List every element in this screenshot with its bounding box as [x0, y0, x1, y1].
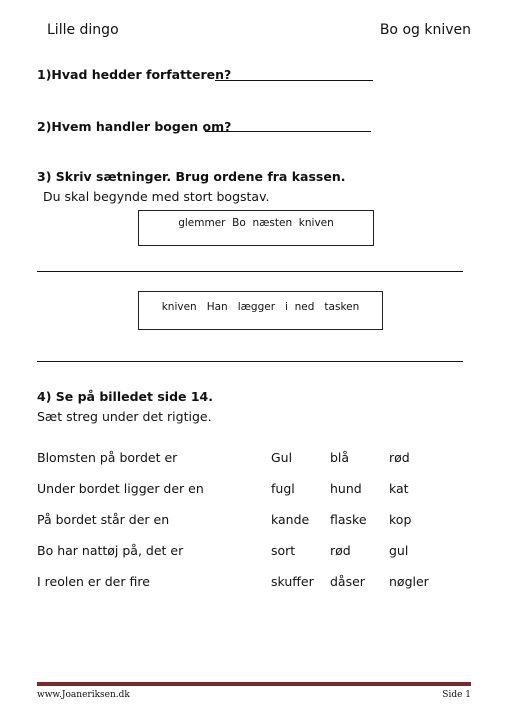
option-1[interactable]: Gul [271, 450, 293, 465]
row-prompt: Blomsten på bordet er [37, 450, 178, 465]
row-prompt: Under bordet ligger der en [37, 481, 204, 496]
sentence-line-1[interactable] [37, 271, 463, 272]
question-3-title: 3) Skriv sætninger. Brug ordene fra kassen. [37, 169, 346, 184]
option-1[interactable]: kande [271, 512, 310, 527]
option-3[interactable]: kat [389, 481, 409, 496]
choice-row [37, 574, 487, 594]
choice-row [37, 543, 487, 563]
option-3[interactable]: kop [389, 512, 412, 527]
option-2[interactable]: blå [330, 450, 350, 465]
sentence-line-2[interactable] [37, 361, 463, 362]
footer-website[interactable]: www.Joaneriksen.dk [37, 690, 130, 700]
row-prompt: På bordet står der en [37, 512, 170, 527]
question-4-title: 4) Se på billedet side 14. [37, 389, 214, 404]
question-4-instruction: Sæt streg under det rigtige. [37, 409, 212, 424]
row-prompt: I reolen er der fire [37, 574, 150, 589]
word-box-1 [138, 210, 374, 246]
option-1[interactable]: fugl [271, 481, 295, 496]
choice-row [37, 512, 487, 532]
question-3-instruction: Du skal begynde med stort bogstav. [43, 189, 270, 204]
answer-line-1[interactable] [215, 80, 373, 81]
header-left: Lille dingo [47, 22, 119, 38]
option-3[interactable]: gul [389, 543, 409, 558]
option-2[interactable]: hund [330, 481, 362, 496]
choice-row [37, 450, 487, 470]
option-3[interactable]: nøgler [389, 574, 429, 589]
answer-line-2[interactable] [205, 131, 371, 132]
header-right: Bo og kniven [379, 22, 471, 38]
option-1[interactable]: sort [271, 543, 296, 558]
question-1: 1)Hvad hedder forfatteren? [37, 67, 232, 82]
option-2[interactable]: flaske [330, 512, 367, 527]
row-prompt: Bo har nattøj på, det er [37, 543, 184, 558]
footer-page-number: Side 1 [442, 690, 471, 700]
footer-bar [37, 682, 471, 686]
word-box-2 [138, 291, 383, 330]
choice-row [37, 481, 487, 501]
question-2: 2)Hvem handler bogen om? [37, 119, 232, 134]
word-box-1-text: glemmer Bo næsten kniven [178, 217, 334, 229]
option-2[interactable]: rød [330, 543, 351, 558]
option-3[interactable]: rød [389, 450, 410, 465]
word-box-2-text: kniven Han lægger i ned tasken [161, 300, 360, 313]
option-1[interactable]: skuffer [271, 574, 314, 589]
option-2[interactable]: dåser [330, 574, 365, 589]
